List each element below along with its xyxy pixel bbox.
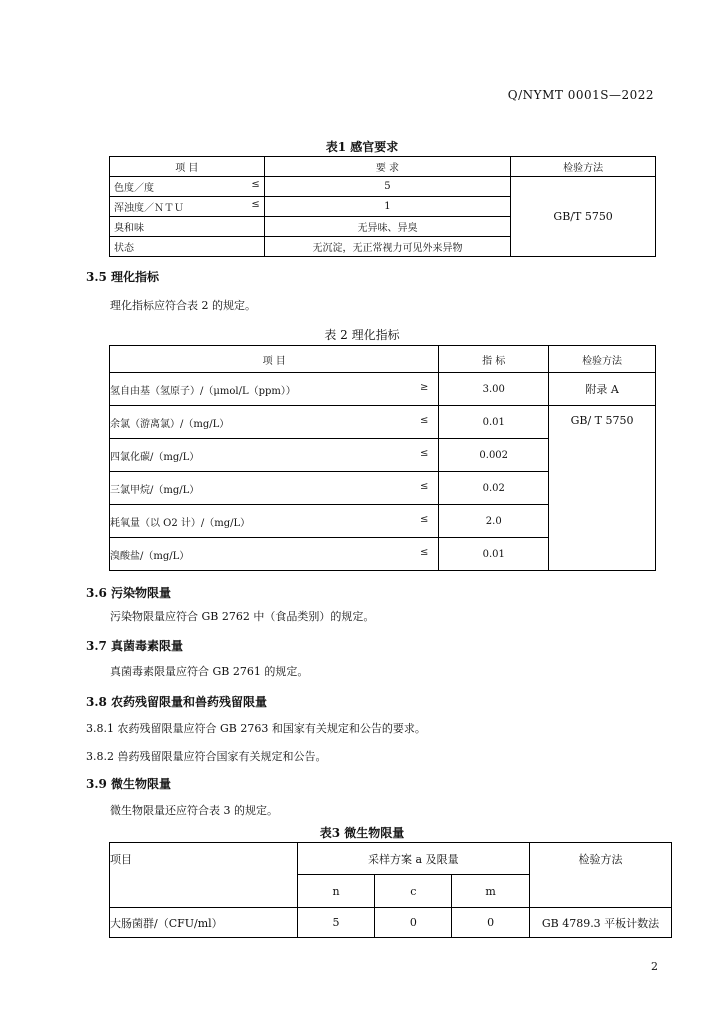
row-sym: ≤ xyxy=(419,546,429,558)
row-sym: ≤ xyxy=(419,447,429,459)
row-item: 色度／度 xyxy=(114,183,154,194)
table-row xyxy=(110,197,265,217)
section-3-5-title: 3.5 理化指标 xyxy=(86,270,160,284)
table-row xyxy=(110,505,439,538)
row-value: 0.01 xyxy=(439,538,549,571)
table2-caption: 表 2 理化指标 xyxy=(324,328,400,342)
row-method: GB 4789.3 平板计数法 xyxy=(530,908,672,938)
row-value: 0.002 xyxy=(439,439,549,472)
row-sym: ≤ xyxy=(251,179,260,190)
row-req: 无异味、异臭 xyxy=(264,217,511,237)
section-3-8-1-text: 3.8.1 农药残留限量应符合 GB 2763 和国家有关规定和公告的要求。 xyxy=(86,722,426,735)
table2 xyxy=(109,345,656,571)
row-m: 0 xyxy=(452,908,530,938)
table-row xyxy=(110,217,265,237)
row-sym: ≤ xyxy=(419,480,429,492)
row-sym: ≤ xyxy=(251,199,260,210)
row-value: 3.00 xyxy=(439,373,549,406)
row-sym: ≤ xyxy=(419,414,429,426)
table3-header-plan: 采样方案 a 及限量 xyxy=(297,843,529,875)
section-3-5-text: 理化指标应符合表 2 的规定。 xyxy=(110,299,256,312)
row-item: 四氯化碳/（mg/L） xyxy=(110,451,200,463)
row-req: 无沉淀，无正常视力可见外来异物 xyxy=(264,237,511,257)
table-row xyxy=(110,439,439,472)
table1-header-req: 要 求 xyxy=(264,157,511,177)
row-item: 大肠菌群/（CFU/ml） xyxy=(110,916,223,930)
table3-caption: 表3 微生物限量 xyxy=(319,826,405,840)
row-value: 2.0 xyxy=(439,505,549,538)
section-3-8-title: 3.8 农药残留限量和兽药残留限量 xyxy=(86,695,268,709)
row-c: 0 xyxy=(375,908,452,938)
section-3-7-title: 3.7 真菌毒素限量 xyxy=(86,639,184,653)
table2-header-method: 检验方法 xyxy=(549,346,656,373)
row-value: 0.01 xyxy=(439,406,549,439)
row-req: 5 xyxy=(264,177,511,197)
table-row xyxy=(110,908,298,938)
row-req: 1 xyxy=(264,197,511,217)
table-row xyxy=(110,472,439,505)
row-n: 5 xyxy=(297,908,375,938)
table3-sub-m: m xyxy=(452,875,530,908)
table1-header-item: 项 目 xyxy=(110,157,265,177)
table-row xyxy=(110,538,439,571)
row-item: 余氯（游离氯）/（mg/L） xyxy=(110,418,230,430)
table1 xyxy=(109,156,656,257)
row-item: 溴酸盐/（mg/L） xyxy=(110,550,190,562)
row-item: 氢自由基（氢原子）/（μmol/L（ppm）） xyxy=(110,385,296,397)
table1-method: GB/T 5750 xyxy=(511,177,656,257)
table-row xyxy=(110,373,439,406)
section-3-6-text: 污染物限量应符合 GB 2762 中（食品类别）的规定。 xyxy=(110,610,375,623)
table1-header-method: 检验方法 xyxy=(511,157,656,177)
table3-sub-n: n xyxy=(297,875,375,908)
section-3-8-2-text: 3.8.2 兽药残留限量应符合国家有关规定和公告。 xyxy=(86,750,327,763)
table-row xyxy=(110,177,265,197)
section-3-9-title: 3.9 微生物限量 xyxy=(86,777,172,791)
section-3-7-text: 真菌毒素限量应符合 GB 2761 的规定。 xyxy=(110,665,309,678)
row-item: 耗氧量（以 O2 计）/（mg/L） xyxy=(110,517,251,529)
table3-sub-c: c xyxy=(375,875,452,908)
table-row xyxy=(110,406,439,439)
section-3-6-title: 3.6 污染物限量 xyxy=(86,586,172,600)
table2-method-gb: GB/ T 5750 xyxy=(549,406,656,571)
table3-header-item: 项目 xyxy=(110,843,298,908)
row-value: 0.02 xyxy=(439,472,549,505)
row-item: 状态 xyxy=(114,243,134,254)
row-item: 浑浊度／ＮＴＵ xyxy=(114,203,184,214)
table3 xyxy=(109,842,672,938)
table2-method-appendix: 附录 A xyxy=(549,373,656,406)
table2-header-item: 项 目 xyxy=(110,346,439,373)
table2-header-value: 指 标 xyxy=(439,346,549,373)
section-3-9-text: 微生物限量还应符合表 3 的规定。 xyxy=(110,804,278,817)
page-number: 2 xyxy=(651,960,658,973)
row-sym: ≤ xyxy=(419,513,429,525)
table-row xyxy=(110,237,265,257)
standard-code: Q/NYMT 0001S—2022 xyxy=(507,88,654,102)
row-item: 三氯甲烷/（mg/L） xyxy=(110,484,200,496)
table1-caption: 表1 感官要求 xyxy=(325,140,399,154)
table3-header-method: 检验方法 xyxy=(530,843,672,908)
row-item: 臭和味 xyxy=(114,223,144,234)
row-sym: ≥ xyxy=(419,381,429,393)
